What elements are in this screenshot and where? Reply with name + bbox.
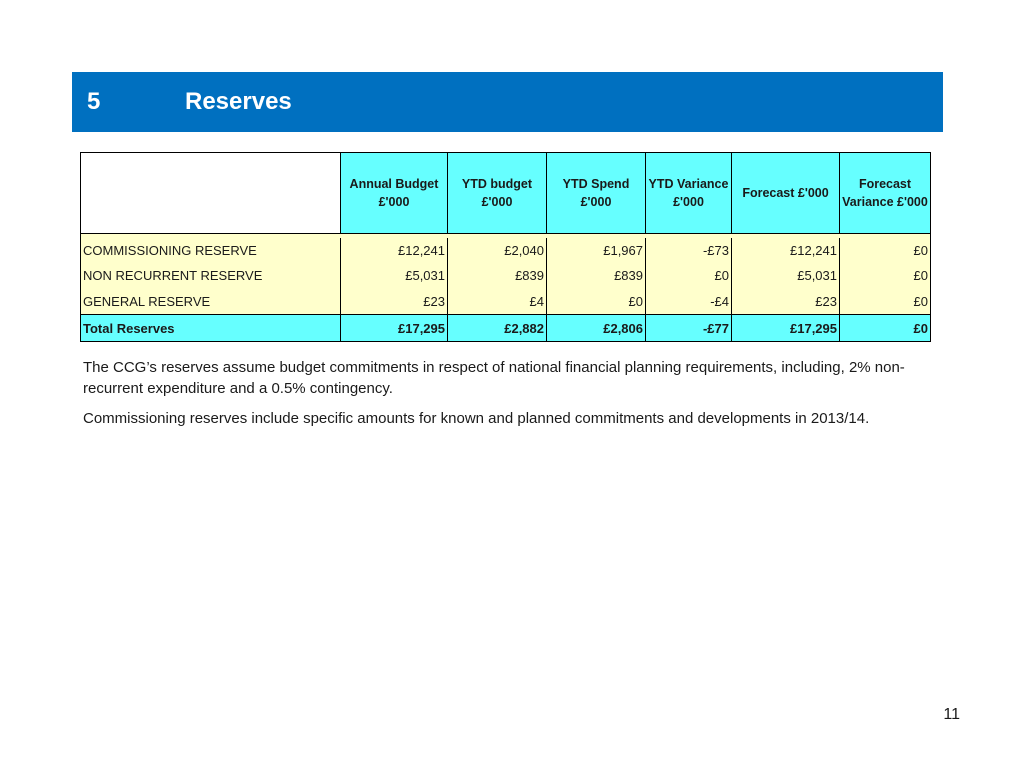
- table-cell: £5,031: [732, 263, 840, 288]
- table-cell: £0: [840, 238, 931, 263]
- table-cell: £0: [840, 263, 931, 288]
- table-cell: £1,967: [547, 238, 646, 263]
- row-label: GENERAL RESERVE: [81, 288, 341, 315]
- table-cell: £5,031: [341, 263, 448, 288]
- column-header-ytd-spend: YTD Spend £'000: [547, 153, 646, 234]
- page-number: 11: [943, 706, 960, 723]
- table-cell: -£4: [646, 288, 732, 315]
- total-cell: £2,806: [547, 315, 646, 342]
- table-row: [81, 288, 931, 315]
- table-cell: £0: [547, 288, 646, 315]
- note-paragraph: Commissioning reserves include specific amounts for known and planned commitments and developments in 2013/14.: [83, 410, 870, 427]
- column-header-forecast-variance: Forecast Variance £'000: [840, 153, 931, 234]
- table-cell: -£73: [646, 238, 732, 263]
- section-header-bar: [72, 72, 943, 132]
- table-row: [81, 263, 931, 288]
- table-header-row: [81, 153, 931, 234]
- table-cell: £23: [341, 288, 448, 315]
- table-cell: £839: [547, 263, 646, 288]
- column-header-forecast: Forecast £'000: [732, 153, 840, 234]
- notes-text: [83, 357, 918, 438]
- section-title: Reserves: [185, 88, 292, 115]
- column-header-blank: [81, 153, 341, 234]
- table-cell: £12,241: [341, 238, 448, 263]
- total-label: Total Reserves: [81, 315, 341, 342]
- total-row: [81, 315, 931, 342]
- table-cell: £0: [646, 263, 732, 288]
- total-cell: £2,882: [448, 315, 547, 342]
- table-cell: £0: [840, 288, 931, 315]
- total-cell: £0: [840, 315, 931, 342]
- column-header-ytd-budget: YTD budget £'000: [448, 153, 547, 234]
- table-cell: £4: [448, 288, 547, 315]
- table-cell: £2,040: [448, 238, 547, 263]
- table-cell: £23: [732, 288, 840, 315]
- table-cell: £839: [448, 263, 547, 288]
- table-row: [81, 238, 931, 263]
- total-cell: £17,295: [732, 315, 840, 342]
- column-header-ytd-variance: YTD Variance £'000: [646, 153, 732, 234]
- column-header-annual-budget: Annual Budget £'000: [341, 153, 448, 234]
- total-cell: £17,295: [341, 315, 448, 342]
- row-label: NON RECURRENT RESERVE: [81, 263, 341, 288]
- total-cell: -£77: [646, 315, 732, 342]
- row-label: COMMISSIONING RESERVE: [81, 238, 341, 263]
- reserves-table: [80, 152, 931, 342]
- note-paragraph: The CCG’s reserves assume budget commitments in respect of national financial planning requirements, including, 2% non-recurrent expenditure and a 0.5% contingency.: [83, 359, 905, 397]
- section-number: 5: [87, 88, 101, 115]
- table-cell: £12,241: [732, 238, 840, 263]
